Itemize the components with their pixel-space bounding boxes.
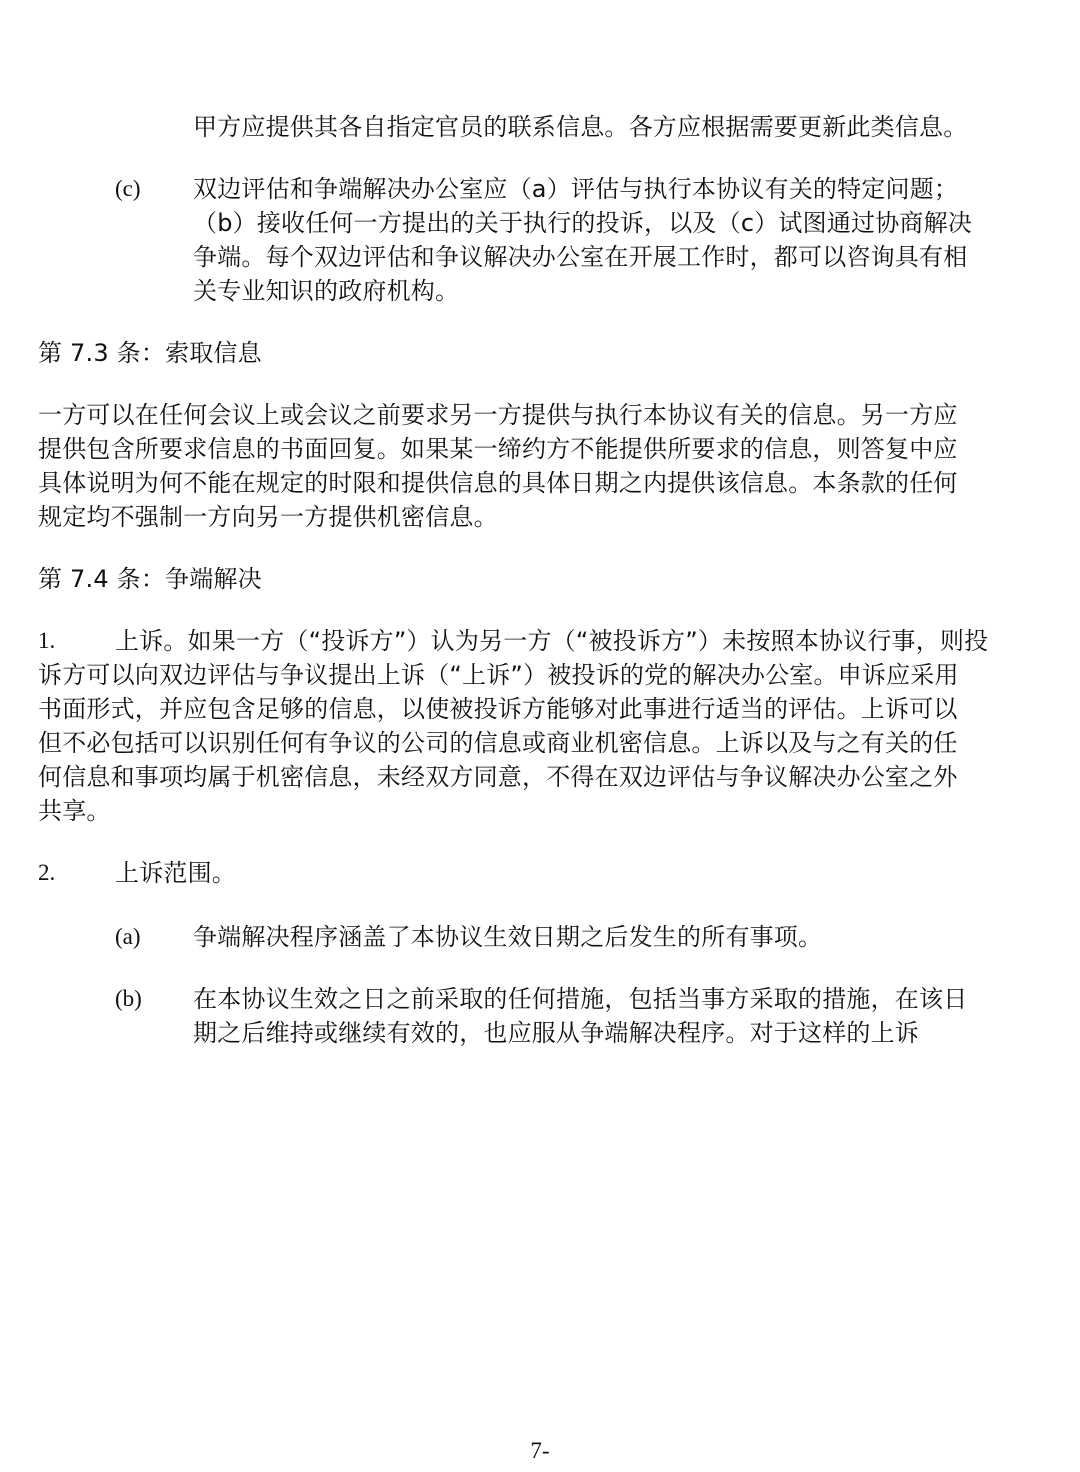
section-7-3-paragraph-line: 具体说明为何不能在规定的时限和提供信息的具体日期之内提供该信息。本条款的任何 [38,469,958,497]
section-7-4-heading: 第 7.4 条：争端解决 [38,565,262,593]
sub-a-line: 争端解决程序涵盖了本协议生效日期之后发生的所有事项。 [193,923,823,951]
sub-a-marker: (a) [115,924,141,949]
continuation-line: 甲方应提供其各自指定官员的联系信息。各方应根据需要更新此类信息。 [193,113,968,141]
item-c-line: 双边评估和争端解决办公室应（a）评估与执行本协议有关的特定问题； [193,175,959,203]
sub-b-marker: (b) [115,986,142,1011]
section-7-3-heading: 第 7.3 条：索取信息 [38,339,262,367]
item-1-line: 上诉。如果一方（“投诉方”）认为另一方（“被投诉方”）未按照本协议行事，则投 [115,627,989,655]
page-number: 7- [530,1438,550,1463]
item-1-marker: 1. [38,628,56,653]
item-1-line: 书面形式，并应包含足够的信息，以使被投诉方能够对此事进行适当的评估。上诉可以 [38,695,958,723]
item-c-marker: (c) [115,176,141,201]
item-1-line: 共享。 [38,797,111,825]
item-2-title: 上诉范围。 [115,859,236,887]
item-2-marker: 2. [38,860,56,885]
item-c-line: 争端。每个双边评估和争议解决办公室在开展工作时，都可以咨询具有相 [193,243,968,271]
item-c-line: 关专业知识的政府机构。 [193,277,460,305]
item-1-line: 诉方可以向双边评估与争议提出上诉（“上诉”）被投诉的党的解决办公室。申诉应采用 [38,661,959,689]
section-7-3-paragraph-line: 规定均不强制一方向另一方提供机密信息。 [38,503,498,531]
item-1-line: 何信息和事项均属于机密信息，未经双方同意，不得在双边评估与争议解决办公室之外 [38,763,958,791]
sub-b-line: 期之后维持或继续有效的，也应服从争端解决程序。对于这样的上诉 [193,1019,919,1047]
section-7-3-paragraph-line: 一方可以在任何会议上或会议之前要求另一方提供与执行本协议有关的信息。另一方应 [38,401,958,429]
item-c-line: （b）接收任何一方提出的关于执行的投诉，以及（c）试图通过协商解决 [193,209,973,237]
sub-b-line: 在本协议生效之日之前采取的任何措施，包括当事方采取的措施，在该日 [193,985,968,1013]
section-7-3-paragraph-line: 提供包含所要求信息的书面回复。如果某一缔约方不能提供所要求的信息，则答复中应 [38,435,958,463]
item-1-line: 但不必包括可以识别任何有争议的公司的信息或商业机密信息。上诉以及与之有关的任 [38,729,958,757]
